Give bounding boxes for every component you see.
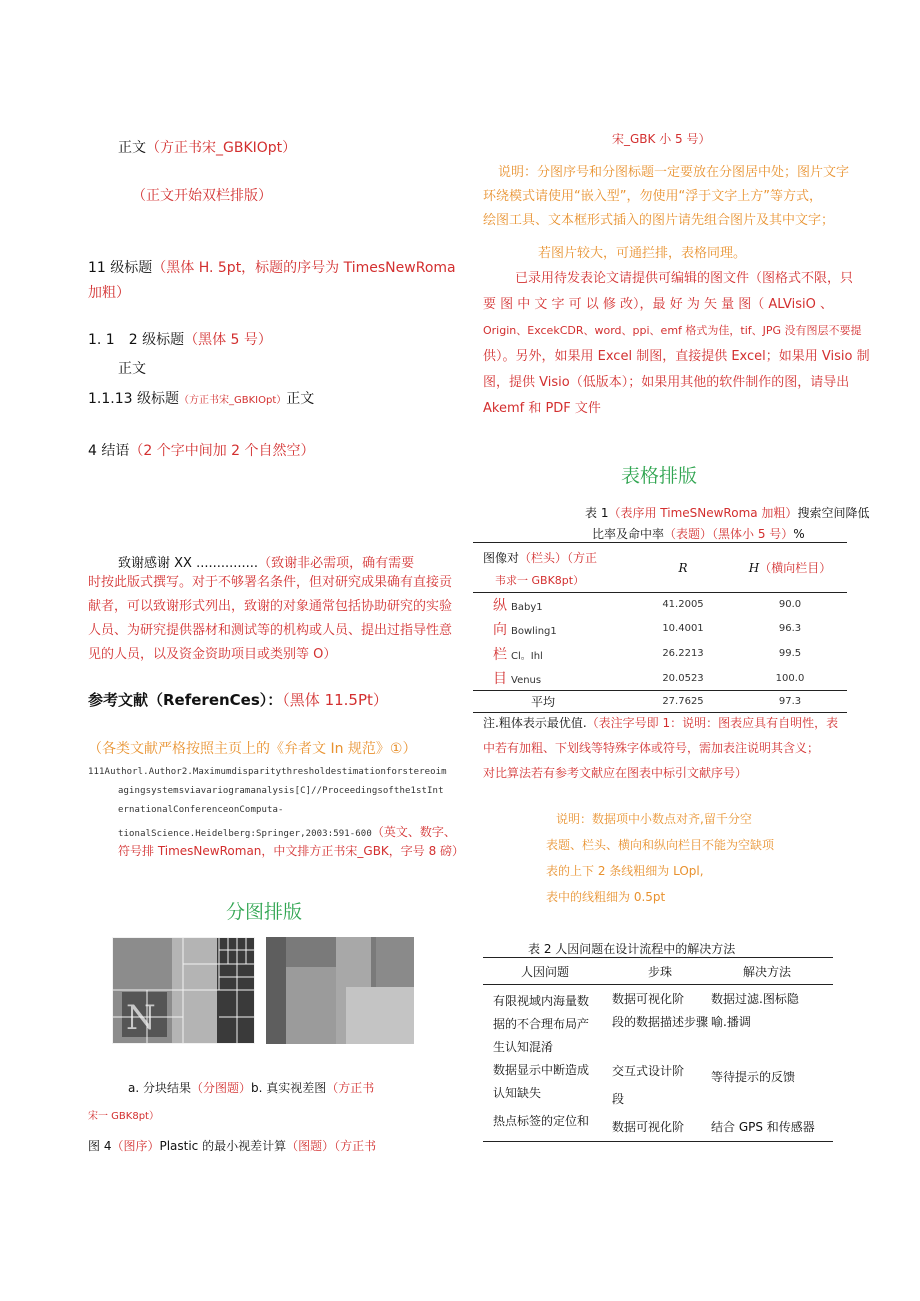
subfigure-a-image <box>112 937 255 1044</box>
table1-header-stub <box>473 543 633 593</box>
fig-note-2: 环绕模式请使用“嵌入型”，勿使用“浮于文字上方”等方式， <box>483 189 822 204</box>
table2-header-col3: 解决方法 <box>743 965 792 979</box>
table1-row-r: 41.2005 <box>662 599 704 611</box>
table2-header-col1: 人因问题 <box>521 965 570 979</box>
table1-stub-char: 栏 <box>493 646 507 663</box>
table1-header-r: R <box>678 560 688 575</box>
subcaption-b: b. 真实视差图 <box>251 1081 327 1095</box>
references-heading <box>88 689 388 710</box>
h3-note: （方正书宋_GBKIOpt） <box>178 395 287 406</box>
table1-row-h: 99.5 <box>778 648 802 659</box>
table1-title-part1: 搜索空间降低 <box>797 506 870 520</box>
table2-header-col2: 步珠 <box>648 965 673 979</box>
table1-row-name: Cl。Ihl <box>511 650 543 662</box>
ack-line-4: 见的人员，以及资金资助项目或类别等 O） <box>88 647 337 662</box>
h1-format-line <box>88 257 456 277</box>
table1-note-red: （表注字号即 1：说明：图表应具有自明性，表 <box>586 716 839 730</box>
table2-cell: 段 <box>612 1092 625 1106</box>
conclusion-line <box>88 440 315 460</box>
table2-cell: 热点标签的定位和 <box>493 1114 590 1128</box>
table1-average-label: 平均 <box>531 695 556 709</box>
subcaption-line <box>128 1079 374 1096</box>
ref-line-4-text: tionalScience.Heidelberg:Springer,2003:591-600 <box>118 829 372 839</box>
table1-unit: % <box>793 527 805 541</box>
table1-row-name: Bowling1 <box>511 625 557 637</box>
body-font-note: （方正书宋_GBKIOpt） <box>146 140 297 156</box>
table1-title-note: （表题）（黑体小 5 号） <box>664 527 794 541</box>
table-row <box>473 617 847 641</box>
table2-cell: 数据过滤.图标隐 <box>711 992 799 1006</box>
table1 <box>473 542 847 713</box>
h1-note: （黑体 H. 5pt，标题的序号为 TimesNewRoma <box>152 260 456 276</box>
table1-row-r: 10.4001 <box>662 623 704 634</box>
table2-cell: 认知缺失 <box>493 1086 542 1100</box>
table2-cell: 结合 GPS 和传感器 <box>711 1120 815 1134</box>
body-format-line <box>118 137 296 157</box>
table1-average-h: 97.3 <box>778 696 802 707</box>
table1-header-col1: 图像对 <box>483 551 520 565</box>
figure-caption <box>88 1137 376 1154</box>
table1-header-h-cell <box>733 543 847 593</box>
table2-cell: 有限视域内海量数 <box>493 994 590 1008</box>
table2-cell: 等待提示的反馈 <box>711 1070 796 1084</box>
figure-number-note: （图序） <box>111 1139 160 1153</box>
conclusion-note: （2 个字中间加 2 个自然空） <box>129 443 315 459</box>
table1-row-r: 20.0523 <box>662 672 704 684</box>
table1-header-h-note: （横向栏目） <box>759 561 832 575</box>
table1-note-line2: 中若有加粗、下划线等特殊字体或符号，需加表注说明其含义； <box>483 741 820 755</box>
table-section-heading: 表格排版 <box>621 465 698 487</box>
file-note-3: Origin、ExcekCDR、word、ppi、emf 格式为佳，tif、JPG 没有图层不要提 <box>483 324 862 337</box>
body-label: 正文 <box>118 140 146 156</box>
ref-line-2: agingsystemsviavariogramanalysis[C]//Proceedingsofthe1stInt <box>118 786 444 796</box>
table1-number-note: （表序用 TimeSNewRoma 加粗） <box>608 506 798 520</box>
file-note-2: 要 图 中 文 字 可 以 修 改），最 好 为 矢 量 图（ ALVisiO 、 <box>483 297 834 312</box>
h2-body: 正文 <box>118 361 146 377</box>
table1-header-row <box>473 543 847 593</box>
table1-number: 表 1 <box>585 506 609 520</box>
conclusion-label: 4 结语 <box>88 443 130 459</box>
table1-stub-char: 纵 <box>493 597 507 614</box>
ack-line <box>118 552 414 571</box>
table1-note-line3: 对比算法若有参考文献应在图表中标引文献序号） <box>483 766 748 780</box>
ref-line-4 <box>118 823 456 840</box>
table2-mid-rule <box>483 984 833 985</box>
h1-note-cont: 加粗） <box>88 285 130 301</box>
table2-caption: 表 2 人因问题在设计流程中的解决方法 <box>528 942 736 956</box>
table1-row-name: Baby1 <box>511 601 543 613</box>
table2-cell: 据的不合理布局产 <box>493 1017 590 1031</box>
table1-header-col1-note1: （栏头）（方正 <box>519 551 598 565</box>
figure-title: Plastic 的最小视差计算 <box>159 1139 287 1153</box>
figure-font-note: （方正书 <box>334 1139 377 1153</box>
references-rule-note: （各类文献严格按照主页上的《弁者文 In 规范》①） <box>88 741 417 757</box>
table1-caption-line1 <box>585 504 869 521</box>
ack-label: 致谢感谢 XX ............... <box>118 556 259 571</box>
table1-header-h: H <box>748 561 760 575</box>
table-note-2: 表题、栏头、横向和纵向栏目不能为空缺项 <box>546 838 775 852</box>
table2-top-rule <box>483 957 833 958</box>
ref-line-3: ernationalConferenceonComputa- <box>118 805 284 815</box>
table1-stub-char: 向 <box>493 621 507 638</box>
ref-note-1: （英文、数字、 <box>371 825 456 839</box>
table-row <box>473 641 847 667</box>
table2-cell: 数据显示中断造成 <box>493 1063 590 1077</box>
h3-format-line <box>88 388 314 408</box>
svg-text:N: N <box>126 998 156 1038</box>
file-note-5: 图，提供 Visio（低版本）；如果用其他的软件制作的图，请导出 <box>483 375 850 390</box>
table1-row-r: 26.2213 <box>662 648 704 659</box>
references-label: 参考文献（ReferenCes）： <box>88 691 283 709</box>
double-column-note: （正文开始双栏排版） <box>132 188 272 204</box>
figure-layout-notes <box>483 161 850 233</box>
ref-note-2: 符号排 TimesNewRoman，中文排方正书宋_GBK，字号 8 磅） <box>118 844 465 858</box>
table1-average-row <box>473 691 847 713</box>
table2-cell: 段的数据描述步骤 <box>612 1015 709 1029</box>
fig-note-3: 绘图工具、文本框形式插入的图片请先组合图片及其中文字； <box>483 213 835 228</box>
table-row <box>473 593 847 617</box>
table1-row-h: 90.0 <box>778 599 802 611</box>
file-note-6: Akemf 和 PDF 文件 <box>483 401 601 416</box>
table1-header-col1-note2: 韦求一 GBK8pt） <box>495 574 585 587</box>
h3-body: 正文 <box>286 391 315 407</box>
table2-cell: 数据可视化阶 <box>612 992 685 1006</box>
table-note-4: 表中的线粗细为 0.5pt <box>546 890 666 904</box>
table1-note-line1 <box>483 714 838 731</box>
subfigure-b-image <box>266 937 414 1044</box>
table1-caption-line2 <box>592 525 805 542</box>
fig-note-center: 若图片较大，可通拦排，表格同理。 <box>538 246 747 261</box>
h3-label: 1.1.13 级标题 <box>88 391 179 407</box>
ack-line-1: 时按此版式撰写。对于不够署名条件，但对研究成果确有直接贡 <box>88 575 453 590</box>
fig-note-1: 说明：分图序号和分图标题一定要放在分图居中处；图片文字 <box>498 165 850 180</box>
subcaption-a-note: （分图题） <box>190 1081 251 1095</box>
references-note: （黑体 11.5Pt） <box>282 691 388 709</box>
subcaption-font-note: 宋一 GBK8pt） <box>88 1111 159 1122</box>
table1-title-part2: 比率及命中率 <box>592 527 665 541</box>
table1-row-h: 100.0 <box>775 672 805 684</box>
table-note-1: 说明：数据项中小数点对齐,留千分空 <box>556 812 752 826</box>
table1-average-r: 27.7625 <box>662 696 704 707</box>
table1-row-h: 96.3 <box>778 623 802 634</box>
subcaption-b-note: （方正书 <box>326 1081 375 1095</box>
figure-title-note: （图题） <box>286 1139 335 1153</box>
ack-line-2: 献者，可以致谢形式列出，致谢的对象通常包括协助研究的实验 <box>88 599 453 614</box>
h1-label: 11 级标题 <box>88 260 153 276</box>
ref-line-1: 111Authorl.Author2.Maximumdisparitythresholdestimationforstereoim <box>88 767 447 777</box>
ack-paragraph <box>88 571 452 667</box>
file-note-1: 已录用待发表论文请提供可编辑的图文件（图格式不限，只 <box>515 271 854 286</box>
h2-note: （黑体 5 号） <box>184 332 272 348</box>
table-layout-notes <box>546 806 774 910</box>
figure-font-note-cont: 宋_GBK 小 5 号） <box>612 132 711 146</box>
file-note-4: 供）。另外，如果用 Excel 制图，直接提供 Excel；如果用 Visio 制 <box>483 349 870 364</box>
figure-number: 图 4 <box>88 1139 112 1153</box>
table-note-3: 表的上下 2 条线粗细为 LOpl, <box>546 864 704 878</box>
table2-column-1 <box>493 990 589 1133</box>
table1-stub-char: 目 <box>493 671 507 688</box>
table-row <box>473 667 847 691</box>
table1-note: 注.粗体表示最优值. <box>483 716 587 730</box>
table2-cell: 数据可视化阶 <box>612 1120 685 1134</box>
h2-format-line <box>88 329 272 349</box>
figure-section-heading: 分图排版 <box>226 901 303 923</box>
ack-line-3: 人员、为研究提供器材和测试等的机构或人员、提出过指导性意 <box>88 623 453 638</box>
h2-label: 1. 1 2 级标题 <box>88 332 185 348</box>
table1-row-name: Venus <box>511 675 542 687</box>
table2-cell: 交互式设计阶 <box>612 1064 685 1078</box>
table2-cell: 喻.播调 <box>711 1015 751 1029</box>
file-format-notes <box>483 266 870 422</box>
ack-note: （致谢非必需项，确有需要 <box>258 556 415 571</box>
table2-cell: 生认知混淆 <box>493 1040 554 1054</box>
subcaption-a: a. 分块结果 <box>128 1081 191 1095</box>
table2-bottom-rule <box>483 1141 833 1142</box>
